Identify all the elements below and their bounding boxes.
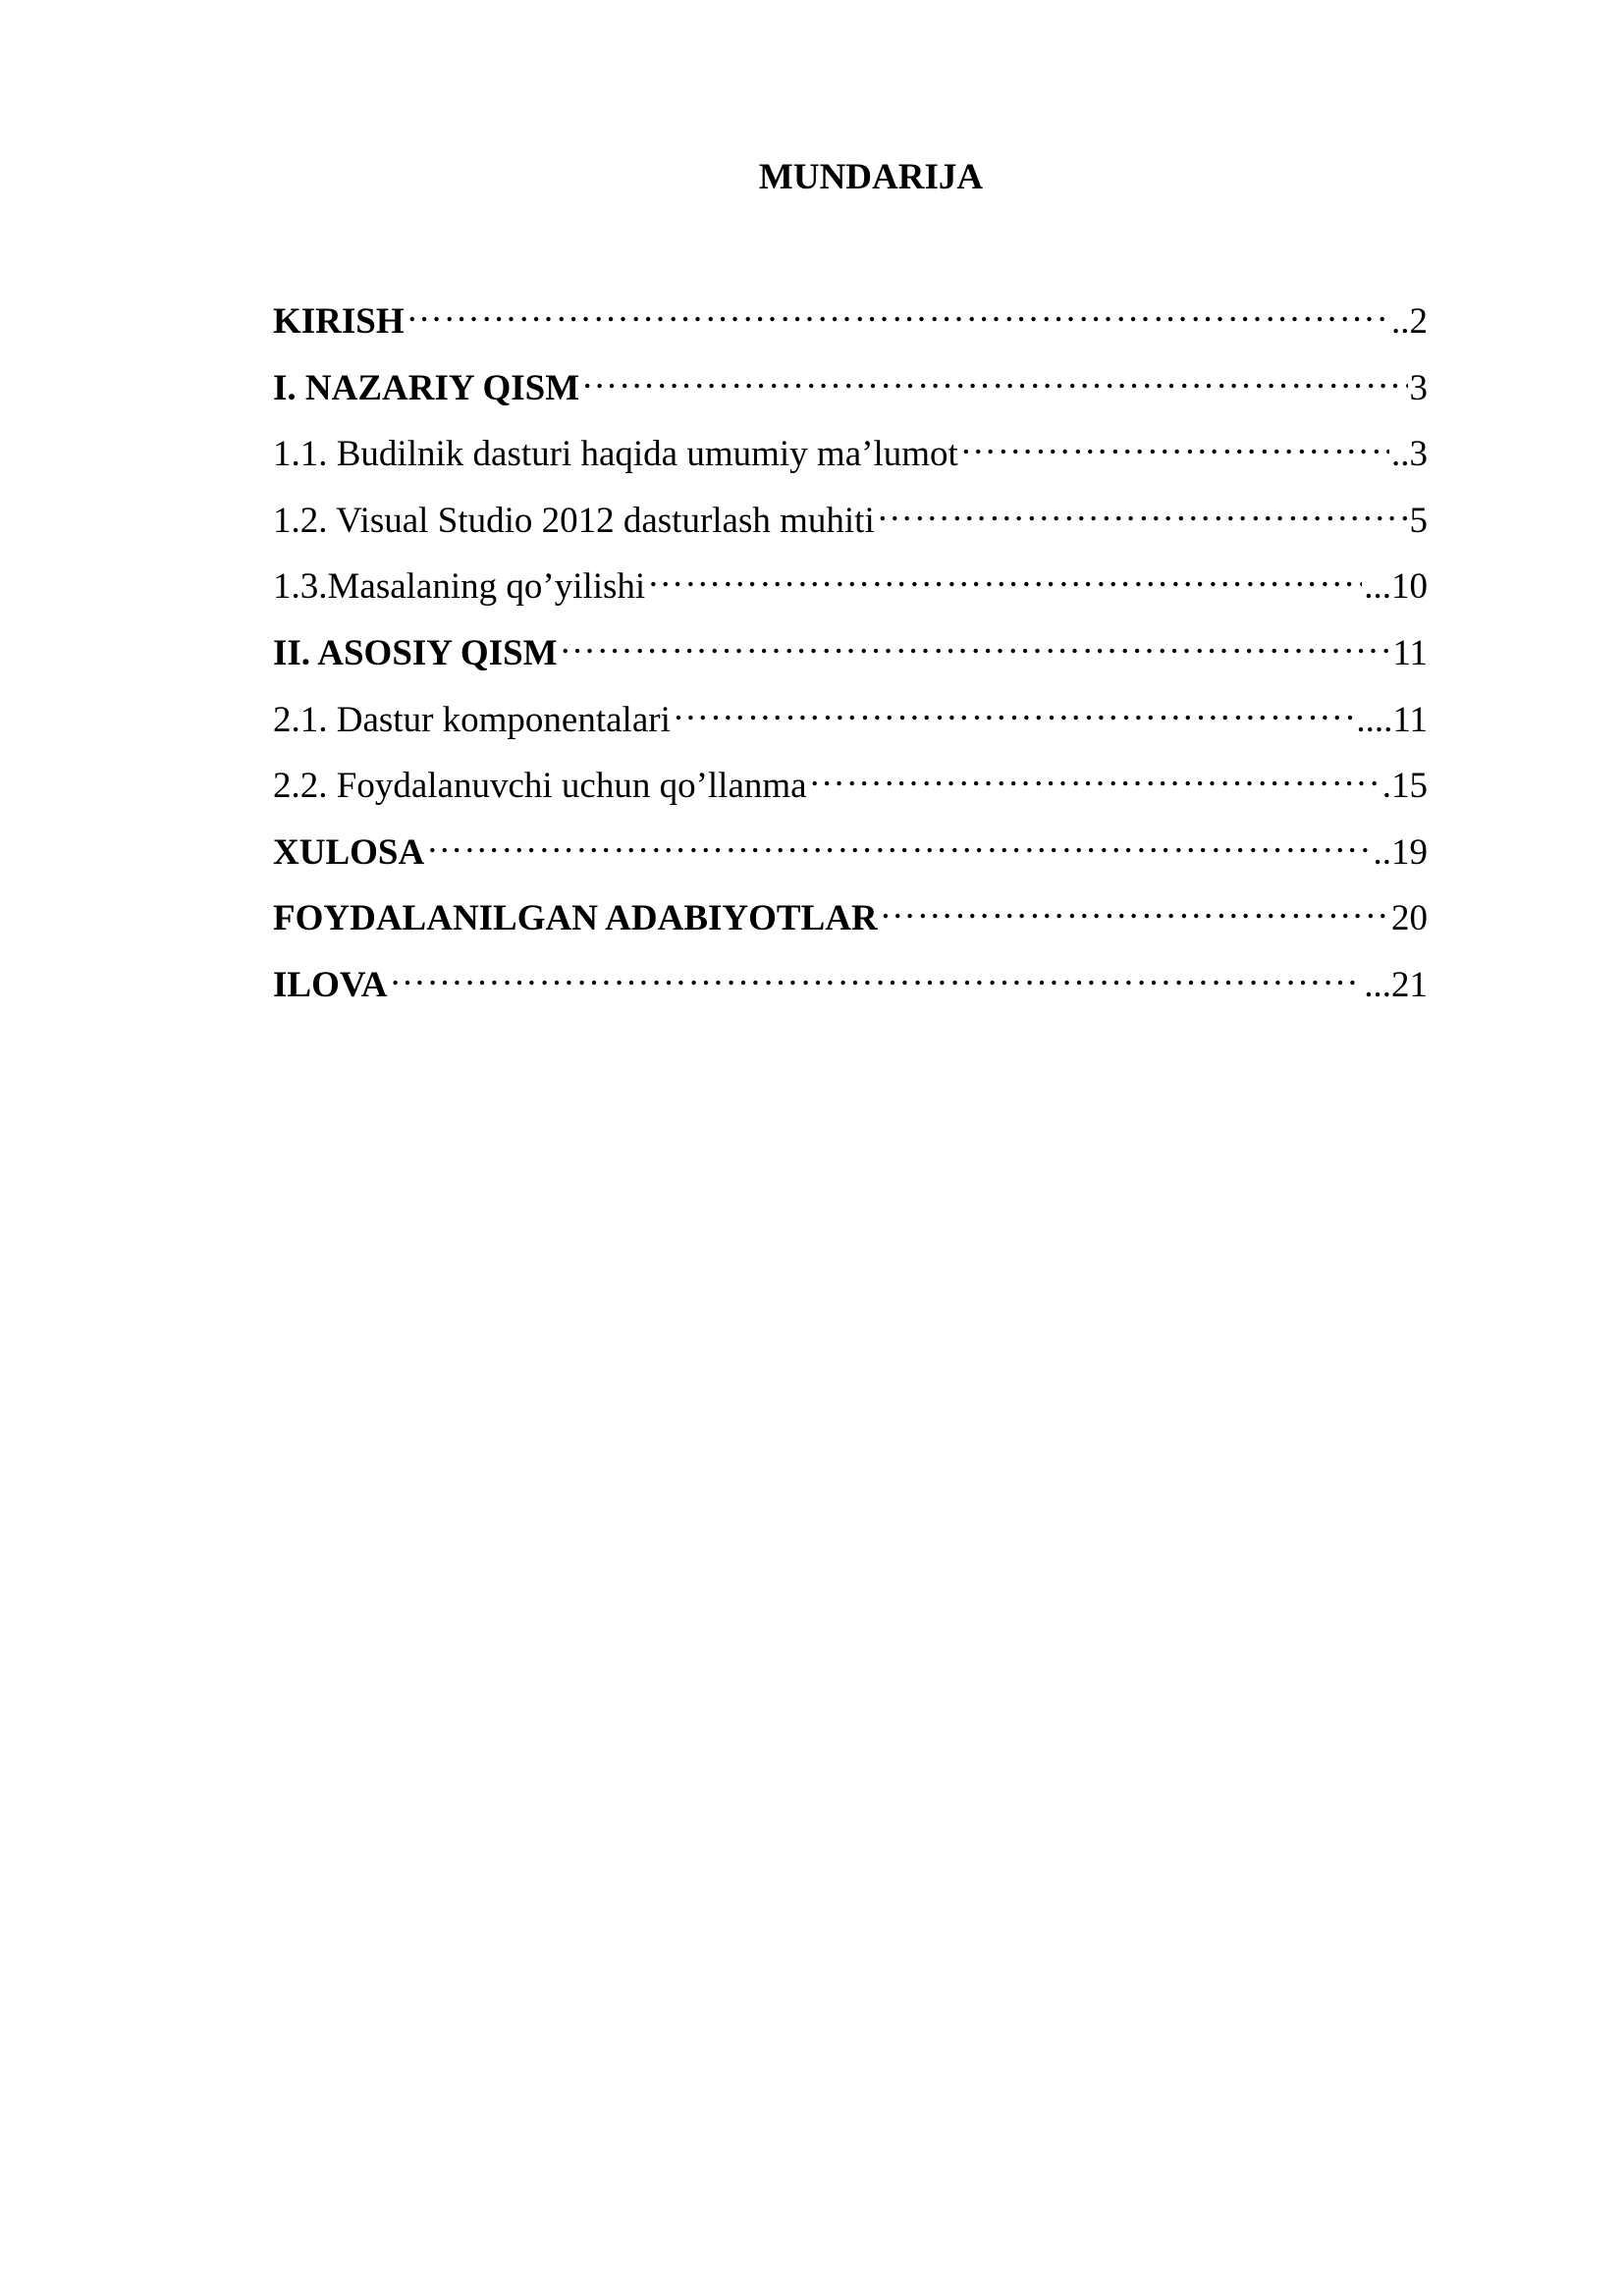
- dot-leader: [581, 354, 1407, 400]
- toc-entry-1-3[interactable]: [273, 553, 1428, 619]
- toc-entry-adabiyotlar[interactable]: [273, 884, 1428, 951]
- toc-entry-label: 2.2. Foydalanuvchi uchun qo’llanma: [273, 766, 807, 807]
- toc-entry-label: I. NAZARIY QISM: [273, 367, 580, 408]
- toc-entry-1-1[interactable]: [273, 420, 1428, 487]
- dot-leader: [673, 686, 1355, 731]
- toc-page-number: 5: [1409, 500, 1428, 541]
- toc-entry-1-2[interactable]: [273, 487, 1428, 554]
- toc-entry-xulosa[interactable]: [273, 819, 1428, 885]
- toc-entry-2-1[interactable]: [273, 686, 1428, 753]
- toc-entry-label: 1.2. Visual Studio 2012 dasturlash muhiti: [273, 500, 875, 541]
- toc-page-number: 11: [1392, 632, 1428, 673]
- dot-leader: [560, 619, 1391, 665]
- dot-leader: [647, 553, 1362, 598]
- dot-leader: [960, 420, 1389, 465]
- toc-page-number: ..19: [1373, 831, 1428, 873]
- dot-leader: [809, 752, 1380, 797]
- toc-entry-label: 1.3.Masalaning qo’yilishi: [273, 566, 646, 608]
- toc-page-number: ...10: [1364, 566, 1428, 608]
- toc-page-number: .15: [1381, 766, 1428, 807]
- dot-leader: [877, 487, 1408, 532]
- toc-page-number: ...21: [1364, 964, 1428, 1005]
- toc-entry-label: KIRISH: [273, 301, 405, 342]
- table-of-contents: [273, 288, 1428, 1018]
- toc-entry-ilova[interactable]: [273, 951, 1428, 1018]
- dot-leader: [880, 884, 1389, 930]
- dot-leader: [426, 819, 1371, 864]
- toc-page-number: ..2: [1391, 301, 1428, 342]
- toc-entry-label: XULOSA: [273, 831, 425, 873]
- dot-leader: [406, 288, 1389, 333]
- toc-entry-kirish[interactable]: [273, 288, 1428, 354]
- toc-entry-label: ILOVA: [273, 964, 388, 1005]
- toc-entry-asosiy-qism[interactable]: [273, 619, 1428, 686]
- toc-entry-2-2[interactable]: [273, 752, 1428, 819]
- toc-page-number: 3: [1409, 367, 1428, 408]
- toc-page-number: ..3: [1391, 434, 1428, 475]
- page-title: MUNDARIJA: [758, 157, 984, 197]
- toc-page-number: 20: [1391, 898, 1428, 939]
- toc-entry-nazariy-qism[interactable]: [273, 354, 1428, 421]
- toc-page-number: ....11: [1356, 699, 1428, 740]
- toc-entry-label: FOYDALANILGAN ADABIYOTLAR: [273, 898, 878, 939]
- toc-entry-label: 2.1. Dastur komponentalari: [273, 699, 671, 740]
- toc-entry-label: 1.1. Budilnik dasturi haqida umumiy ma’lumot: [273, 434, 958, 475]
- toc-entry-label: II. ASOSIY QISM: [273, 632, 558, 673]
- dot-leader: [390, 951, 1363, 996]
